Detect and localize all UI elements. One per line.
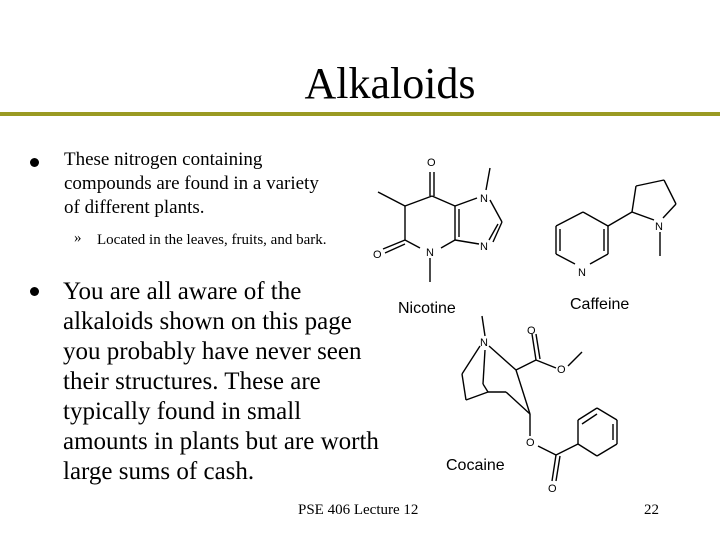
bullet-text-2: You are all aware of the alkaloids shown on this page you probably have never seen their structures. These are typically found in small amounts in plants but are worth large sums of cash. <box>63 278 379 485</box>
atom-label: O <box>527 325 536 337</box>
label-nicotine: Nicotine <box>398 300 456 317</box>
atom-label: O <box>373 249 382 261</box>
atom-label: O <box>548 483 557 495</box>
page-number: 22 <box>644 502 659 518</box>
sub-bullet-marker: » <box>74 230 82 246</box>
label-caffeine: Caffeine <box>570 296 630 313</box>
caffeine-structure <box>373 157 502 282</box>
nicotine-structure <box>556 180 676 279</box>
bullet-text-1: These nitrogen containing compounds are found in a variety of different plants. <box>64 149 319 218</box>
atom-label: O <box>427 157 436 169</box>
atom-label: N <box>426 247 434 259</box>
atom-label: O <box>526 437 535 449</box>
atom-label: N <box>480 241 488 253</box>
sub-bullet-text: Located in the leaves, fruits, and bark. <box>97 232 327 248</box>
label-cocaine: Cocaine <box>446 457 505 474</box>
footer-text: PSE 406 Lecture 12 <box>298 502 419 518</box>
atom-label: N <box>480 337 488 349</box>
atom-label: O <box>557 364 566 376</box>
atom-label: N <box>655 221 663 233</box>
slide-title: Alkaloids <box>304 59 476 108</box>
atom-label: N <box>480 193 488 205</box>
atom-label: N <box>578 267 586 279</box>
